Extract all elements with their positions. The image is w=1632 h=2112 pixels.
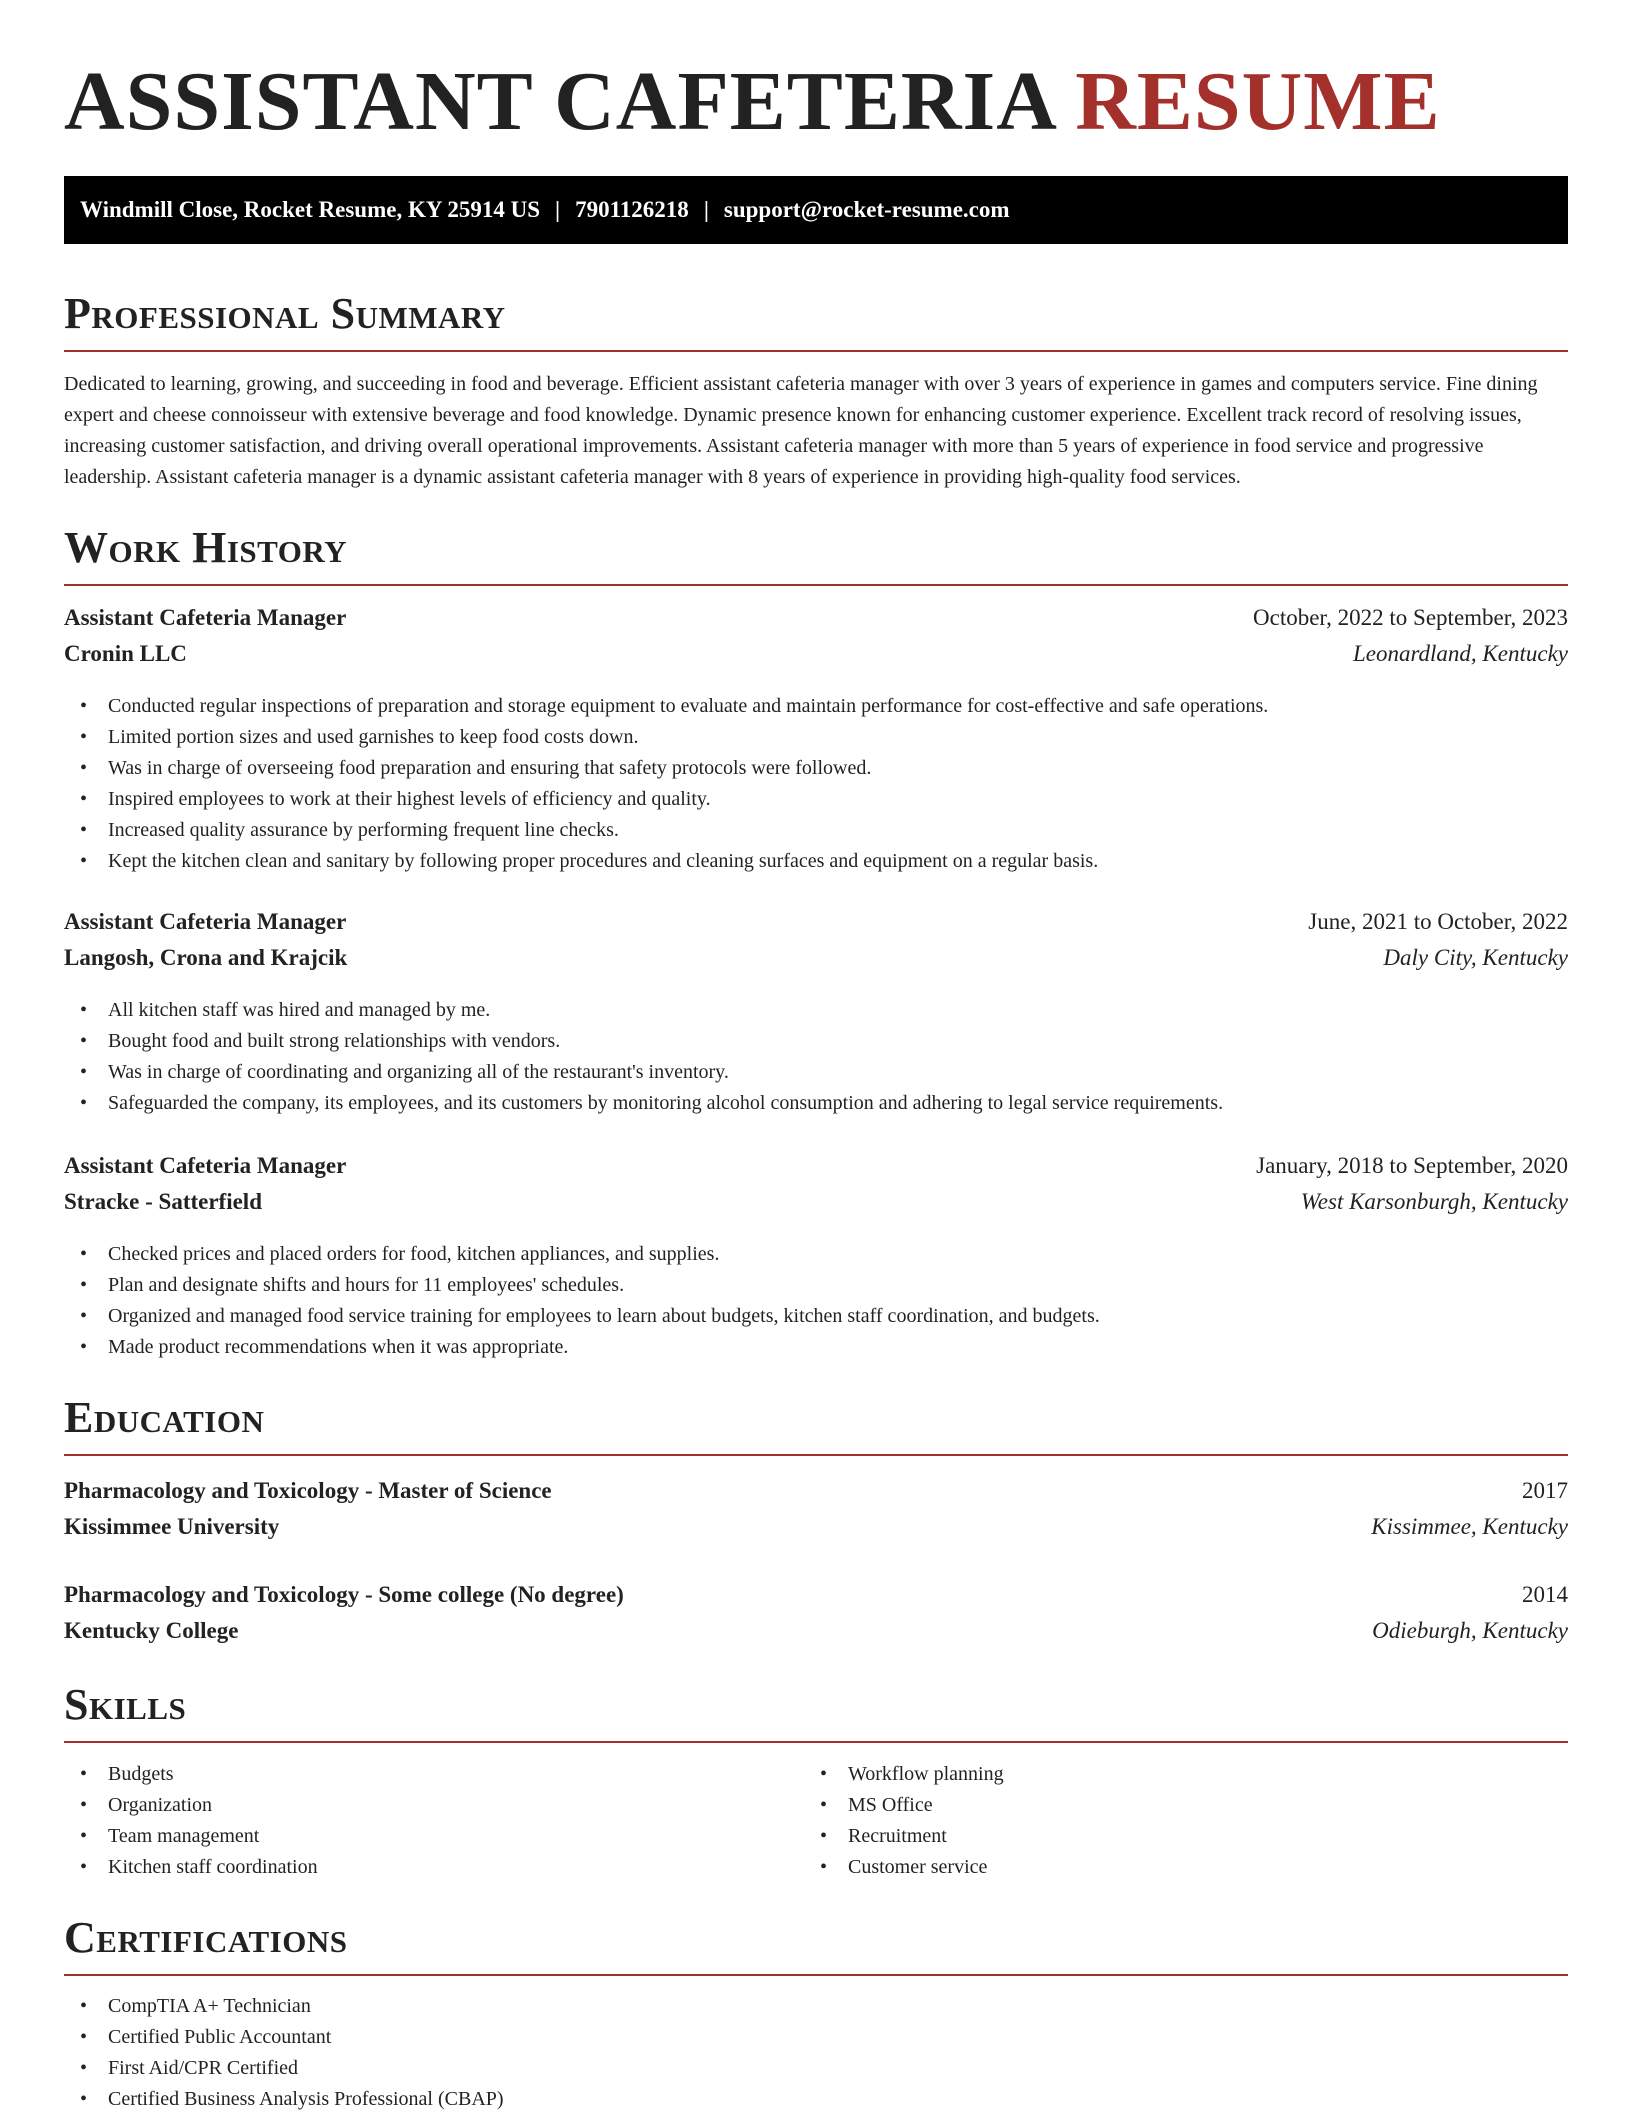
education-heading: Education xyxy=(64,1393,265,1442)
contact-separator: | xyxy=(703,197,709,222)
education-degree: Pharmacology and Toxicology - Some college (No degree) xyxy=(64,1582,624,1607)
list-item: • Increased quality assurance by performing frequent line checks. xyxy=(64,815,1568,846)
list-item: • Safeguarded the company, its employees, and its customers by monitoring alcohol consumption and adhering to legal service requirements. xyxy=(64,1088,1568,1119)
title-part-1: ASSISTANT CAFETERIA xyxy=(64,55,1054,148)
section-divider xyxy=(64,350,1568,352)
education-school: Kissimmee University xyxy=(64,1514,280,1539)
skill-item: • Recruitment xyxy=(804,1821,1544,1852)
list-item: • Was in charge of coordinating and organizing all of the restaurant's inventory. xyxy=(64,1057,1568,1088)
job-header xyxy=(64,601,1568,635)
job-dates: January, 2018 to September, 2020 xyxy=(1256,1153,1568,1178)
title-part-2: RESUME xyxy=(1075,55,1441,148)
list-item: • All kitchen staff was hired and managed by me. xyxy=(64,995,1568,1026)
list-item: • Conducted regular inspections of preparation and storage equipment to evaluate and maintain performance for cost-effective and safe operations. xyxy=(64,691,1568,722)
contact-phone: 7901126218 xyxy=(575,197,689,222)
list-item: • Organized and managed food service training for employees to learn about budgets, kitchen staff coordination, and budgets. xyxy=(64,1301,1568,1332)
certifications-heading: Certifications xyxy=(64,1913,348,1962)
job-company-row xyxy=(64,1185,1568,1219)
section-divider xyxy=(64,1454,1568,1456)
section-divider xyxy=(64,1974,1568,1976)
certification-item: • CompTIA A+ Technician xyxy=(64,1991,1568,2022)
job-bullets xyxy=(64,1239,1568,1363)
job-title: Assistant Cafeteria Manager xyxy=(64,1153,347,1178)
contact-email[interactable]: support@rocket-resume.com xyxy=(723,197,1010,222)
job-company: Cronin LLC xyxy=(64,641,187,666)
education-location: Kissimmee, Kentucky xyxy=(1371,1514,1568,1539)
job-dates: June, 2021 to October, 2022 xyxy=(1308,909,1568,934)
summary-heading: Professional Summary xyxy=(64,289,506,338)
education-location: Odieburgh, Kentucky xyxy=(1372,1618,1568,1643)
contact-bar xyxy=(64,176,1568,244)
education-year: 2014 xyxy=(1522,1582,1568,1607)
job-title: Assistant Cafeteria Manager xyxy=(64,605,347,630)
job-company: Langosh, Crona and Krajcik xyxy=(64,945,348,970)
skill-item: • Team management xyxy=(64,1821,804,1852)
job-bullets xyxy=(64,691,1568,877)
education-degree: Pharmacology and Toxicology - Master of Science xyxy=(64,1478,552,1503)
job-header xyxy=(64,1149,1568,1183)
certification-item: • First Aid/CPR Certified xyxy=(64,2053,1568,2084)
certification-item: • Certified Business Analysis Professional (CBAP) xyxy=(64,2084,1568,2112)
list-item: • Limited portion sizes and used garnishes to keep food costs down. xyxy=(64,722,1568,753)
list-item: • Inspired employees to work at their highest levels of efficiency and quality. xyxy=(64,784,1568,815)
job-location: West Karsonburgh, Kentucky xyxy=(1300,1189,1568,1214)
list-item: • Was in charge of overseeing food preparation and ensuring that safety protocols were followed. xyxy=(64,753,1568,784)
contact-separator: | xyxy=(555,197,561,222)
skills-heading: Skills xyxy=(64,1680,187,1729)
job-company: Stracke - Satterfield xyxy=(64,1189,262,1214)
list-item: • Plan and designate shifts and hours for 11 employees' schedules. xyxy=(64,1270,1568,1301)
resume-title xyxy=(64,52,1441,152)
section-divider xyxy=(64,584,1568,586)
skill-item: • Customer service xyxy=(804,1852,1544,1883)
skill-item: • Organization xyxy=(64,1790,804,1821)
job-location: Daly City, Kentucky xyxy=(1383,945,1568,970)
skill-item: • Workflow planning xyxy=(804,1759,1544,1790)
work-history-heading: Work History xyxy=(64,523,348,572)
education-school-row xyxy=(64,1510,1568,1544)
job-dates: October, 2022 to September, 2023 xyxy=(1253,605,1568,630)
skill-item: • Kitchen staff coordination xyxy=(64,1852,804,1883)
skills-list-left xyxy=(64,1759,804,1883)
list-item: • Bought food and built strong relationships with vendors. xyxy=(64,1026,1568,1057)
section-divider xyxy=(64,1741,1568,1743)
certifications-list xyxy=(64,1991,1568,2112)
education-school: Kentucky College xyxy=(64,1618,239,1643)
education-header xyxy=(64,1474,1568,1508)
list-item: • Kept the kitchen clean and sanitary by following proper procedures and cleaning surfaces and equipment on a regular basis. xyxy=(64,846,1568,877)
education-header xyxy=(64,1578,1568,1612)
skill-item: • MS Office xyxy=(804,1790,1544,1821)
summary-text: Dedicated to learning, growing, and succeeding in food and beverage. Efficient assistant cafeteria manager with over 3 years of experience in games and computers service. Fine dining expert and cheese connoisseur with extensive beverage and food knowledge. Dynamic presence known for enhancing customer experience. Excellent track record of resolving issues, increasing customer satisfaction, and driving overall operational improvements. Assistant cafeteria manager with more than 5 years of experience in food service and progressive leadership. Assistant cafeteria manager is a dynamic assistant cafeteria manager with 8 years of experience in providing high-quality food services. xyxy=(64,373,1538,488)
job-header xyxy=(64,905,1568,939)
job-company-row xyxy=(64,941,1568,975)
certification-item: • Certified Public Accountant xyxy=(64,2022,1568,2053)
contact-address: Windmill Close, Rocket Resume, KY 25914 US xyxy=(80,197,540,222)
list-item: • Checked prices and placed orders for food, kitchen appliances, and supplies. xyxy=(64,1239,1568,1270)
education-year: 2017 xyxy=(1522,1478,1568,1503)
list-item: • Made product recommendations when it was appropriate. xyxy=(64,1332,1568,1363)
job-location: Leonardland, Kentucky xyxy=(1352,641,1568,666)
skills-list-right xyxy=(804,1759,1544,1883)
skill-item: • Budgets xyxy=(64,1759,804,1790)
job-title: Assistant Cafeteria Manager xyxy=(64,909,347,934)
job-company-row xyxy=(64,637,1568,671)
job-bullets xyxy=(64,995,1568,1119)
education-school-row xyxy=(64,1614,1568,1648)
